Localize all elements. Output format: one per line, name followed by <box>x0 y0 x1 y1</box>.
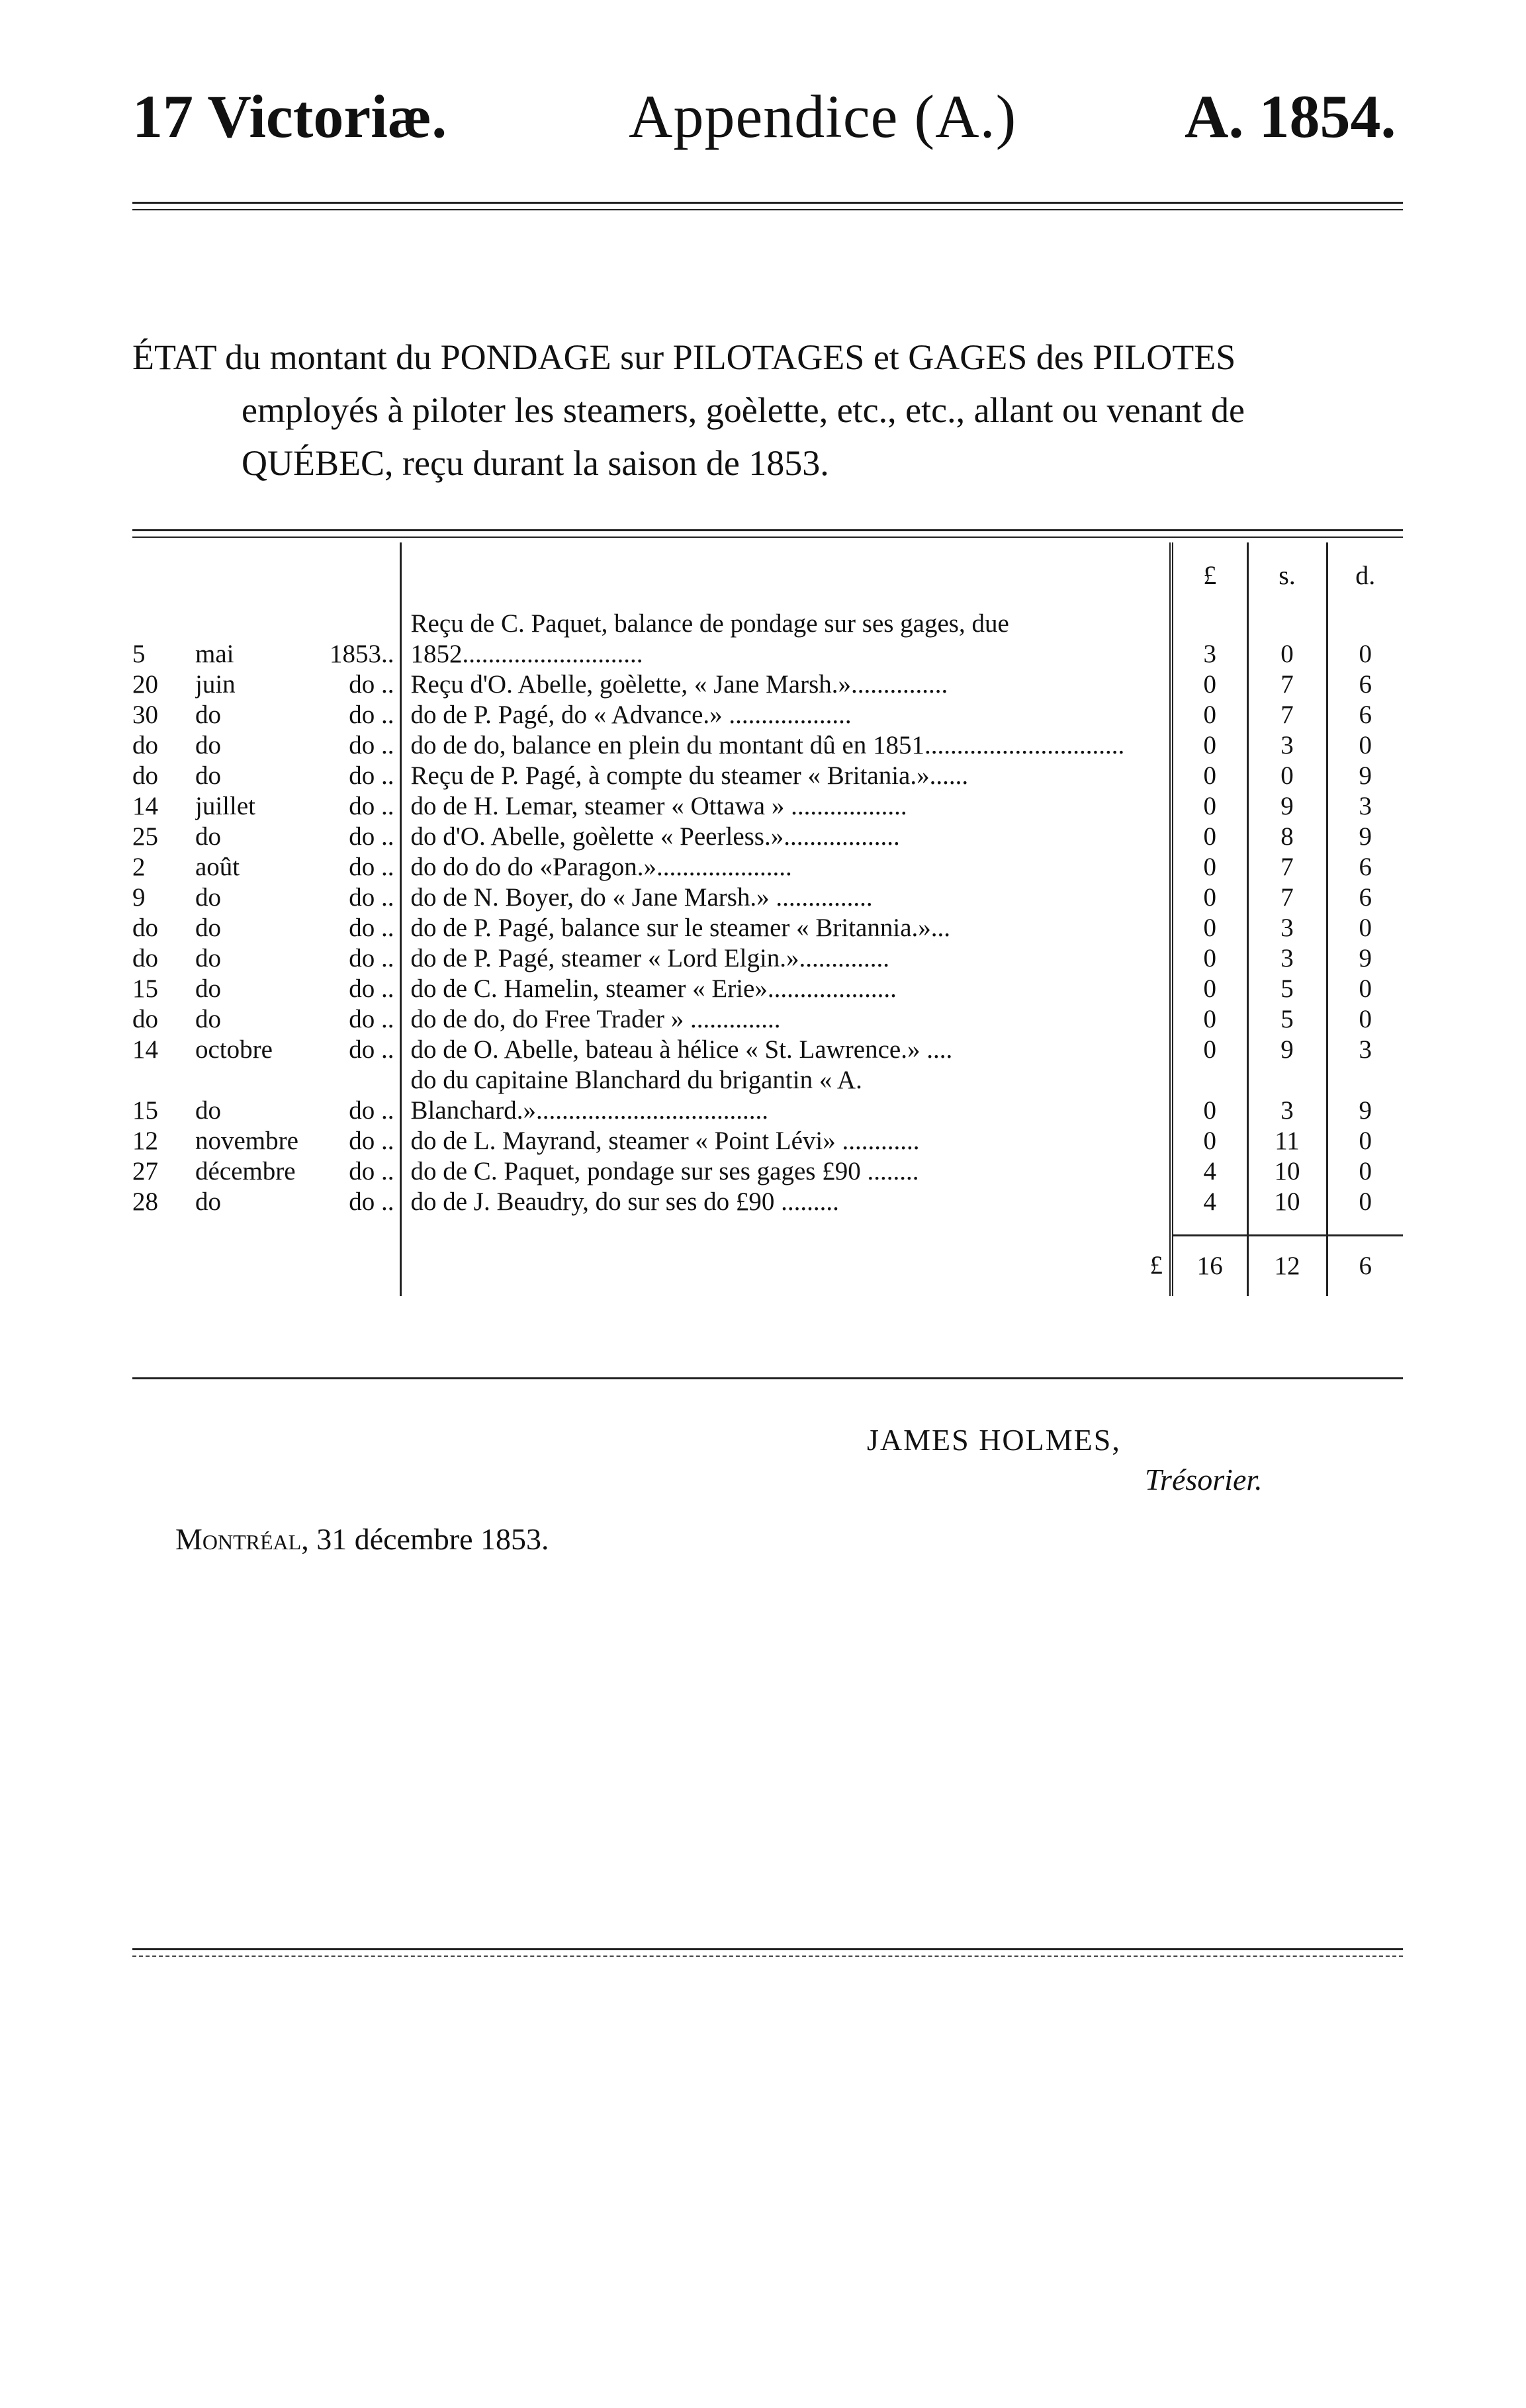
row-pence: 6 <box>1327 852 1403 882</box>
signature-title: Trésorier. <box>1145 1463 1263 1496</box>
total-symbol: £ <box>400 1236 1171 1297</box>
row-shillings: 0 <box>1247 761 1327 791</box>
title-line-3: QUÉBEC, reçu durant la saison de 1853. <box>242 443 829 483</box>
row-pounds: 0 <box>1171 1126 1247 1156</box>
row-year: do .. <box>349 670 394 699</box>
header-rule <box>132 202 1403 210</box>
row-pounds: 0 <box>1171 913 1247 943</box>
row-shillings: 7 <box>1247 700 1327 730</box>
row-month: do <box>195 761 221 790</box>
row-pence: 6 <box>1327 700 1403 730</box>
row-pence: 0 <box>1327 913 1403 943</box>
row-month: do <box>195 1187 221 1216</box>
table-row <box>132 761 1403 791</box>
row-description: do de P. Pagé, do « Advance.» ................... <box>400 700 1171 730</box>
table-row <box>132 1156 1403 1187</box>
row-shillings: 10 <box>1247 1187 1327 1217</box>
row-shillings: 3 <box>1247 943 1327 974</box>
table-bottom-rule <box>132 1377 1403 1379</box>
row-day: 25 <box>132 822 158 851</box>
row-year: do .. <box>349 1187 394 1216</box>
row-shillings: 5 <box>1247 974 1327 1004</box>
row-pounds: 4 <box>1171 1187 1247 1217</box>
pounds-header: £ <box>1171 542 1247 609</box>
row-shillings: 9 <box>1247 1035 1327 1065</box>
row-month: do <box>195 883 221 912</box>
table-row <box>132 1126 1403 1156</box>
row-day: 5 <box>132 640 146 668</box>
row-year: do .. <box>349 883 394 912</box>
row-pounds: 0 <box>1171 822 1247 852</box>
row-year: 1853.. <box>330 640 394 668</box>
place-city: Montréal <box>175 1522 302 1556</box>
row-month: juin <box>195 670 236 699</box>
row-description: do de P. Pagé, steamer « Lord Elgin.».............. <box>400 943 1171 974</box>
row-shillings: 0 <box>1247 609 1327 669</box>
row-pounds: 0 <box>1171 1004 1247 1035</box>
row-pence: 6 <box>1327 882 1403 913</box>
row-year: do .. <box>349 822 394 851</box>
row-description: do de N. Boyer, do « Jane Marsh.» ............... <box>400 882 1171 913</box>
table-row <box>132 609 1403 669</box>
row-year: do .. <box>349 792 394 820</box>
total-pounds: 16 <box>1171 1236 1247 1297</box>
place-date <box>175 1522 549 1557</box>
row-description: do do do do «Paragon.»..................... <box>400 852 1171 882</box>
table-row <box>132 669 1403 700</box>
table-row <box>132 1065 1403 1126</box>
row-day: 27 <box>132 1157 158 1185</box>
row-description: do de do, do Free Trader » .............. <box>400 1004 1171 1035</box>
row-description: do de C. Paquet, pondage sur ses gages £90 ........ <box>400 1156 1171 1187</box>
row-shillings: 3 <box>1247 730 1327 761</box>
row-year: do .. <box>349 914 394 942</box>
row-shillings: 10 <box>1247 1156 1327 1187</box>
row-month: do <box>195 944 221 972</box>
row-shillings: 3 <box>1247 913 1327 943</box>
row-description: do de P. Pagé, balance sur le steamer « Britannia.»... <box>400 913 1171 943</box>
document-title <box>132 331 1403 490</box>
row-pounds: 0 <box>1171 761 1247 791</box>
row-month: octobre <box>195 1035 273 1064</box>
row-description: do de J. Beaudry, do sur ses do £90 ......... <box>400 1187 1171 1217</box>
row-month: do <box>195 1005 221 1033</box>
header-session: 17 Victoriæ. <box>132 83 447 150</box>
row-description: Reçu d'O. Abelle, goèlette, « Jane Marsh.»............... <box>400 669 1171 700</box>
title-line-2: employés à piloter les steamers, goèlette, etc., etc., allant ou venant de <box>242 390 1245 430</box>
row-year: do .. <box>349 974 394 1003</box>
row-month: novembre <box>195 1127 298 1155</box>
row-month: do <box>195 974 221 1003</box>
table-row <box>132 882 1403 913</box>
row-pence: 0 <box>1327 1126 1403 1156</box>
row-pounds: 4 <box>1171 1156 1247 1187</box>
row-pounds: 0 <box>1171 974 1247 1004</box>
header-year: A. 1854. <box>1185 83 1396 150</box>
place-date-text: , 31 décembre 1853. <box>301 1522 549 1556</box>
row-pence: 0 <box>1327 1004 1403 1035</box>
row-month: do <box>195 822 221 851</box>
signature-name: JAMES HOLMES, <box>867 1423 1121 1457</box>
row-shillings: 7 <box>1247 852 1327 882</box>
row-day: 28 <box>132 1187 158 1216</box>
row-month: do <box>195 914 221 942</box>
row-year: do .. <box>349 1096 394 1125</box>
row-description: do de O. Abelle, bateau à hélice « St. Lawrence.» .... <box>400 1035 1171 1065</box>
header-appendix: Appendice (A.) <box>629 83 1017 150</box>
table-row <box>132 852 1403 882</box>
row-pence: 0 <box>1327 1156 1403 1187</box>
row-pence: 0 <box>1327 730 1403 761</box>
currency-header-row <box>132 542 1403 609</box>
row-month: mai <box>195 640 234 668</box>
row-day: 20 <box>132 670 158 699</box>
row-pence: 3 <box>1327 791 1403 822</box>
row-day: do <box>132 914 158 942</box>
row-pence: 9 <box>1327 822 1403 852</box>
row-description: Reçu de P. Pagé, à compte du steamer « Britania.»...... <box>400 761 1171 791</box>
row-pence: 0 <box>1327 1187 1403 1217</box>
row-description: do de L. Mayrand, steamer « Point Lévi» ............ <box>400 1126 1171 1156</box>
row-description: Reçu de C. Paquet, balance de pondage sur ses gages, due 1852............................ <box>400 609 1171 669</box>
row-year: do .. <box>349 1127 394 1155</box>
row-year: do .. <box>349 944 394 972</box>
total-row <box>132 1236 1403 1297</box>
row-pounds: 0 <box>1171 1035 1247 1065</box>
row-day: 30 <box>132 701 158 729</box>
row-shillings: 3 <box>1247 1065 1327 1126</box>
table-row <box>132 791 1403 822</box>
row-description: do de do, balance en plein du montant dû en 1851............................... <box>400 730 1171 761</box>
row-month: do <box>195 731 221 759</box>
row-pounds: 0 <box>1171 791 1247 822</box>
row-month: do <box>195 701 221 729</box>
row-day: do <box>132 761 158 790</box>
row-day: 12 <box>132 1127 158 1155</box>
row-pounds: 0 <box>1171 700 1247 730</box>
row-description: do de H. Lemar, steamer « Ottawa » .................. <box>400 791 1171 822</box>
row-day: 15 <box>132 1096 158 1125</box>
row-shillings: 7 <box>1247 669 1327 700</box>
row-pence: 0 <box>1327 974 1403 1004</box>
table-row <box>132 913 1403 943</box>
row-day: do <box>132 1005 158 1033</box>
row-pounds: 3 <box>1171 609 1247 669</box>
row-shillings: 5 <box>1247 1004 1327 1035</box>
table-top-rule <box>132 529 1403 538</box>
row-day: 14 <box>132 792 158 820</box>
row-day: 15 <box>132 974 158 1003</box>
row-year: do .. <box>349 1005 394 1033</box>
table-row <box>132 1187 1403 1217</box>
row-day: 14 <box>132 1035 158 1064</box>
row-pence: 9 <box>1327 761 1403 791</box>
row-year: do .. <box>349 853 394 881</box>
row-description: do du capitaine Blanchard du brigantin « A. Blanchard.».................................... <box>400 1065 1171 1126</box>
shillings-header: s. <box>1247 542 1327 609</box>
row-pounds: 0 <box>1171 852 1247 882</box>
row-day: do <box>132 731 158 759</box>
row-pounds: 0 <box>1171 730 1247 761</box>
row-year: do .. <box>349 1035 394 1064</box>
row-day: 2 <box>132 853 146 881</box>
table-row <box>132 974 1403 1004</box>
title-line-1: ÉTAT du montant du PONDAGE sur PILOTAGES et GAGES des PILOTES <box>132 337 1236 377</box>
spacer-row <box>132 1217 1403 1236</box>
row-year: do .. <box>349 701 394 729</box>
row-year: do .. <box>349 1157 394 1185</box>
row-year: do .. <box>349 731 394 759</box>
table-row <box>132 1004 1403 1035</box>
pence-header: d. <box>1327 542 1403 609</box>
row-month: décembre <box>195 1157 296 1185</box>
row-pence: 6 <box>1327 669 1403 700</box>
row-shillings: 7 <box>1247 882 1327 913</box>
ledger-table <box>132 542 1403 1296</box>
row-description: do d'O. Abelle, goèlette « Peerless.».................. <box>400 822 1171 852</box>
row-shillings: 8 <box>1247 822 1327 852</box>
row-pounds: 0 <box>1171 669 1247 700</box>
row-pounds: 0 <box>1171 1065 1247 1126</box>
row-description: do de C. Hamelin, steamer « Erie».................... <box>400 974 1171 1004</box>
table-row <box>132 700 1403 730</box>
row-month: août <box>195 853 240 881</box>
table-row <box>132 1035 1403 1065</box>
row-shillings: 9 <box>1247 791 1327 822</box>
table-row <box>132 943 1403 974</box>
row-day: 9 <box>132 883 146 912</box>
row-pence: 0 <box>1327 609 1403 669</box>
row-pence: 3 <box>1327 1035 1403 1065</box>
row-pence: 9 <box>1327 943 1403 974</box>
row-pounds: 0 <box>1171 943 1247 974</box>
row-day: do <box>132 944 158 972</box>
row-pence: 9 <box>1327 1065 1403 1126</box>
table-row <box>132 730 1403 761</box>
row-year: do .. <box>349 761 394 790</box>
row-month: juillet <box>195 792 255 820</box>
row-month: do <box>195 1096 221 1125</box>
total-pence: 6 <box>1327 1236 1403 1297</box>
footer-rule <box>132 1948 1403 1957</box>
total-shillings: 12 <box>1247 1236 1327 1297</box>
table-row <box>132 822 1403 852</box>
row-pounds: 0 <box>1171 882 1247 913</box>
row-shillings: 11 <box>1247 1126 1327 1156</box>
